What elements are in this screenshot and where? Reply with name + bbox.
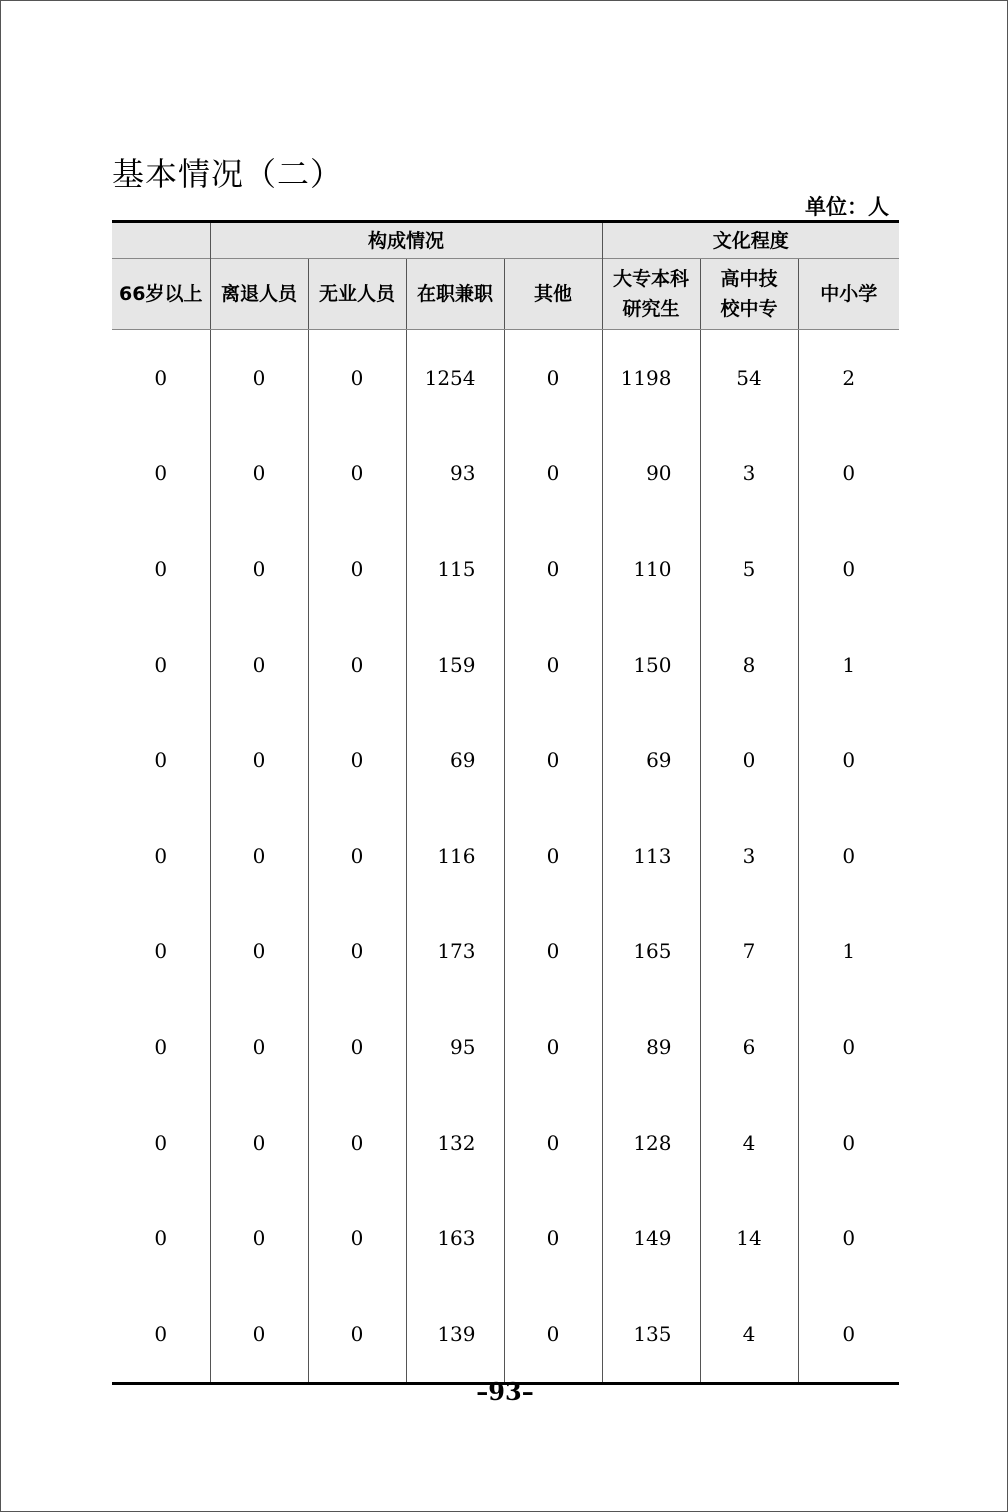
table-cell: 149 [602, 1190, 700, 1286]
table-cell: 0 [504, 999, 602, 1095]
table-cell: 0 [210, 521, 308, 617]
table-row [112, 521, 899, 617]
column-header: 中小学 [798, 259, 899, 330]
unit-label: 单位：人 [805, 195, 889, 219]
table-cell: 0 [210, 1095, 308, 1191]
table-row [112, 330, 899, 426]
table-cell: 0 [154, 652, 168, 677]
table-cell: 0 [504, 330, 602, 426]
table-cell: 0 [798, 1190, 899, 1286]
table-cell: 135 [602, 1286, 700, 1383]
table-cell: 128 [602, 1095, 700, 1191]
table-cell: 89 [602, 999, 700, 1095]
table-body [112, 330, 899, 1384]
table-cell: 0 [308, 426, 406, 522]
table-cell: 1 [798, 617, 899, 713]
table-cell: 0 [308, 712, 406, 808]
table-cell: 0 [210, 1190, 308, 1286]
table-cell: 0 [210, 1286, 308, 1383]
table-cell: 4 [700, 1286, 798, 1383]
table-cell: 95 [406, 999, 504, 1095]
table-cell: 0 [308, 808, 406, 904]
table-cell: 0 [798, 808, 899, 904]
table-cell: 0 [154, 1130, 168, 1155]
data-table [112, 220, 899, 1385]
table-cell: 0 [210, 712, 308, 808]
table-cell: 159 [406, 617, 504, 713]
table-cell: 1198 [602, 330, 700, 426]
table-cell: 0 [504, 1286, 602, 1383]
table-cell: 69 [602, 712, 700, 808]
table-cell: 8 [700, 617, 798, 713]
table-cell: 14 [700, 1190, 798, 1286]
table-cell: 0 [154, 748, 168, 773]
table-cell: 1254 [406, 330, 504, 426]
table-row [112, 617, 899, 713]
page-title: 基本情况（二） [112, 155, 344, 193]
table-cell: 0 [112, 1286, 210, 1383]
table-cell: 0 [308, 617, 406, 713]
table-cell: 90 [602, 426, 700, 522]
table-cell: 2 [798, 330, 899, 426]
table-cell: 0 [308, 1286, 406, 1383]
table-cell: 0 [154, 461, 168, 486]
table-row [112, 999, 899, 1095]
table-cell: 173 [406, 904, 504, 1000]
table-cell: 0 [798, 1286, 899, 1383]
table-cell: 0 [154, 1034, 168, 1059]
table-cell: 0 [504, 904, 602, 1000]
table-cell: 0 [154, 843, 168, 868]
table-row [112, 1190, 899, 1286]
table-row [112, 808, 899, 904]
table-cell: 0 [308, 330, 406, 426]
table-cell: 0 [154, 556, 168, 581]
table-cell: 163 [406, 1190, 504, 1286]
table-cell: 132 [406, 1095, 504, 1191]
table-cell: 5 [700, 521, 798, 617]
table-cell: 0 [700, 712, 798, 808]
table-cell: 6 [700, 999, 798, 1095]
table-cell: 150 [602, 617, 700, 713]
table-row [112, 426, 899, 522]
table-cell: 0 [308, 999, 406, 1095]
column-header: 其他 [504, 259, 602, 330]
table-cell: 0 [210, 330, 308, 426]
table-cell: 0 [210, 617, 308, 713]
column-header: 66岁以上 [112, 259, 210, 330]
column-header-row [112, 259, 899, 330]
table-cell: 113 [602, 808, 700, 904]
table-cell: 0 [504, 521, 602, 617]
table-cell: 110 [602, 521, 700, 617]
table-cell: 1 [798, 904, 899, 1000]
table-cell: 0 [504, 808, 602, 904]
table-row [112, 712, 899, 808]
column-header: 高中技 校中专 [700, 259, 798, 330]
group-header-row [112, 222, 899, 259]
table-row [112, 1095, 899, 1191]
table-cell: 0 [308, 904, 406, 1000]
page-number: –93– [476, 1377, 534, 1406]
column-header: 在职兼职 [406, 259, 504, 330]
table-cell: 0 [798, 1095, 899, 1191]
column-header: 大专本科 研究生 [602, 259, 700, 330]
table-cell: 0 [504, 1190, 602, 1286]
table-row [112, 904, 899, 1000]
table-cell: 139 [406, 1286, 504, 1383]
table-cell: 0 [308, 1095, 406, 1191]
table-cell: 115 [406, 521, 504, 617]
table-cell: 0 [210, 808, 308, 904]
table-cell: 93 [406, 426, 504, 522]
table-cell: 0 [504, 617, 602, 713]
table-cell: 0 [210, 999, 308, 1095]
table-cell: 0 [504, 712, 602, 808]
table-cell: 3 [700, 426, 798, 522]
table-cell: 4 [700, 1095, 798, 1191]
column-header: 无业人员 [308, 259, 406, 330]
table-cell: 0 [210, 426, 308, 522]
table-cell: 165 [602, 904, 700, 1000]
group-header-blank [112, 222, 210, 259]
table-cell: 69 [406, 712, 504, 808]
group-header-composition: 构成情况 [210, 222, 602, 259]
group-header-education: 文化程度 [602, 222, 899, 259]
table-cell: 3 [700, 808, 798, 904]
table-cell: 0 [504, 1095, 602, 1191]
table-cell: 0 [504, 426, 602, 522]
table-cell: 0 [308, 521, 406, 617]
table-cell: 0 [154, 365, 168, 390]
table-cell: 0 [798, 999, 899, 1095]
table-cell: 116 [406, 808, 504, 904]
column-header: 离退人员 [210, 259, 308, 330]
table-cell: 0 [798, 712, 899, 808]
table-cell: 0 [308, 1190, 406, 1286]
table-cell: 0 [210, 904, 308, 1000]
table-cell: 0 [798, 426, 899, 522]
table-cell: 0 [154, 939, 168, 964]
table-row [112, 1286, 899, 1383]
table-cell: 54 [700, 330, 798, 426]
table-cell: 0 [798, 521, 899, 617]
table-cell: 0 [154, 1226, 168, 1251]
table-cell: 7 [700, 904, 798, 1000]
